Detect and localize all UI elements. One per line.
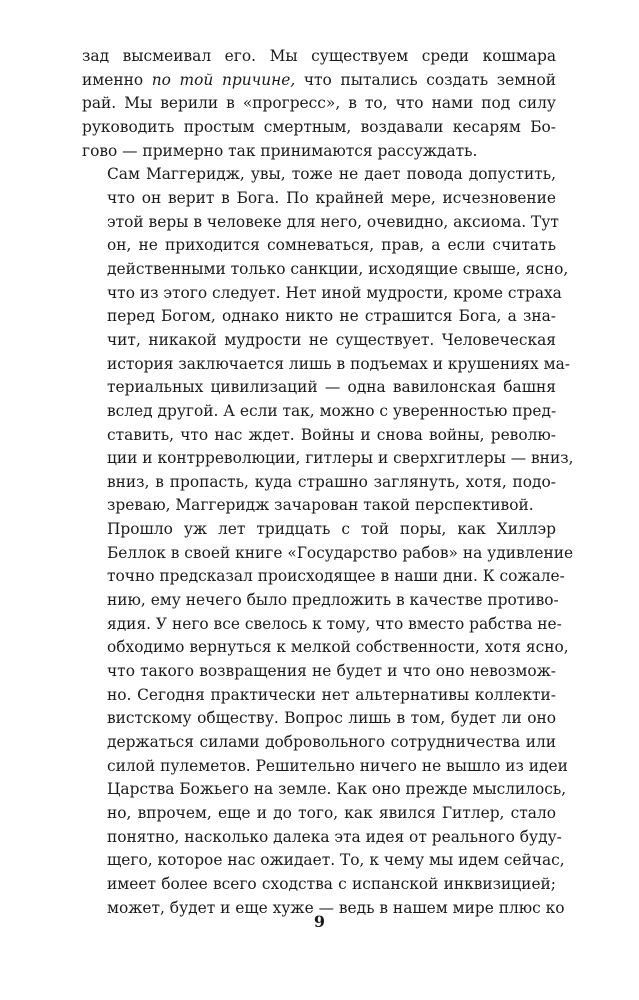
text-line bbox=[82, 494, 556, 518]
text-run: понятно, насколько далека эта идея от реального буду- bbox=[107, 827, 562, 846]
text-run: Царства Божьего на земле. Как оно прежде мыслилось, bbox=[107, 780, 567, 799]
text-run: перед Богом, однако никто не страшится Бога, а зна- bbox=[107, 307, 556, 326]
text-run: обходимо вернуться к мелкой собственности, хотя ясно, bbox=[107, 638, 569, 657]
text-run: руководить простым смертным, воздавали кесарям Бо- bbox=[82, 117, 556, 136]
text-line bbox=[82, 589, 559, 613]
text-run: что пытались создать земной bbox=[295, 70, 556, 89]
text-line bbox=[82, 187, 556, 211]
paragraph bbox=[82, 45, 556, 163]
text-line bbox=[82, 471, 556, 495]
text-run: ядия. У него все свелось к тому, что вместо рабства не- bbox=[107, 614, 562, 633]
text-line bbox=[82, 329, 556, 353]
text-line bbox=[82, 376, 556, 400]
text-line bbox=[82, 140, 556, 164]
text-run: он, не приходится сомневаться, прав, а если считать bbox=[107, 236, 556, 255]
text-run: точно предсказал происходящее в наши дни. К сожале- bbox=[107, 567, 565, 586]
text-line bbox=[82, 613, 562, 637]
text-line bbox=[82, 565, 565, 589]
text-run: вниз, в пропасть, куда страшно заглянуть, хотя, подо- bbox=[107, 472, 556, 491]
text-line bbox=[82, 234, 556, 258]
text-run: ставить, что нас ждет. Войны и снова войны, револю- bbox=[107, 425, 556, 444]
text-line bbox=[82, 69, 556, 93]
text-run: действенными только санкции, исходящие свыше, ясно, bbox=[107, 259, 569, 278]
text-run: Прошло уж лет тридцать с той поры, как Хиллэр bbox=[107, 520, 556, 539]
text-run: может, будет и еще хуже — ведь в нашем мире плюс ко bbox=[107, 898, 565, 917]
text-line bbox=[82, 542, 574, 566]
text-line bbox=[82, 424, 556, 448]
text-line bbox=[82, 755, 568, 779]
text-run: что такого возвращения не будет и что оно невозмож- bbox=[107, 662, 556, 681]
text-line bbox=[82, 282, 562, 306]
text-run: держаться силами добровольного сотрудничества или bbox=[107, 733, 556, 752]
paragraph bbox=[82, 518, 574, 920]
text-run: что из этого следует. Нет иной мудрости, кроме страха bbox=[107, 283, 562, 302]
text-run: вистскому обществу. Вопрос лишь в том, будет ли оно bbox=[107, 709, 556, 728]
page-body bbox=[82, 45, 574, 920]
text-run: что он верит в Бога. По крайней мере, исчезновение bbox=[107, 188, 556, 207]
text-run: щего, которое нас ожидает. То, к чему мы идем сейчас, bbox=[107, 851, 565, 870]
text-line bbox=[82, 826, 562, 850]
text-run: зреваю, Маггеридж зачарован такой перспективой. bbox=[107, 496, 534, 515]
text-line bbox=[82, 707, 556, 731]
text-line bbox=[82, 447, 574, 471]
italic-text: по той причине, bbox=[151, 70, 296, 89]
text-run: история заключается лишь в подъемах и крушениях ма- bbox=[107, 354, 570, 373]
text-line bbox=[82, 400, 556, 424]
text-run: териальных цивилизаций — одна вавилонская башня bbox=[107, 378, 556, 397]
text-run: рай. Мы верили в «прогресс», в то, что нами под силу bbox=[82, 94, 556, 113]
text-run: этой веры в человеке для него, очевидно, аксиома. Тут bbox=[107, 212, 559, 231]
text-line bbox=[82, 45, 556, 69]
text-run: имеет более всего сходства с испанской инквизицией; bbox=[107, 874, 556, 893]
text-line bbox=[82, 518, 556, 542]
text-line bbox=[82, 163, 556, 187]
text-line bbox=[82, 258, 569, 282]
text-run: силой пулеметов. Решительно ничего не вышло из идеи bbox=[107, 756, 568, 775]
text-line bbox=[82, 684, 556, 708]
text-line bbox=[82, 211, 559, 235]
text-run: ции и контрреволюции, гитлеры и сверхгитлеры — вниз, bbox=[107, 449, 574, 468]
text-line bbox=[82, 92, 556, 116]
text-line bbox=[82, 731, 556, 755]
text-line bbox=[82, 353, 570, 377]
text-run: гово — примерно так принимаются рассуждать. bbox=[82, 141, 478, 160]
paragraph bbox=[82, 163, 574, 518]
text-line bbox=[82, 778, 567, 802]
text-run: нию, ему нечего было предложить в качестве противо- bbox=[107, 591, 559, 610]
text-line bbox=[82, 305, 556, 329]
text-line bbox=[82, 636, 569, 660]
text-run: но, впрочем, еще и до того, как явился Гитлер, стало bbox=[107, 804, 556, 822]
text-run: вслед другой. А если так, можно с уверенностью пред- bbox=[107, 401, 557, 420]
text-line bbox=[82, 849, 565, 873]
text-line bbox=[82, 873, 556, 897]
text-run: чит, никакой мудрости не существует. Человеческая bbox=[107, 330, 556, 349]
text-run: Беллок в своей книге «Государство рабов» на удивление bbox=[107, 543, 574, 562]
text-line bbox=[82, 802, 556, 826]
page-number: 9 bbox=[313, 912, 326, 931]
text-run: Сам Маггеридж, увы, тоже не дает повода допустить, bbox=[107, 165, 556, 184]
text-line bbox=[82, 116, 556, 140]
text-run: зад высмеивал его. Мы существуем среди кошмара bbox=[82, 47, 556, 65]
text-run: но. Сегодня практически нет альтернативы коллекти- bbox=[107, 685, 556, 704]
text-run: именно bbox=[82, 70, 152, 89]
text-line bbox=[82, 660, 556, 684]
